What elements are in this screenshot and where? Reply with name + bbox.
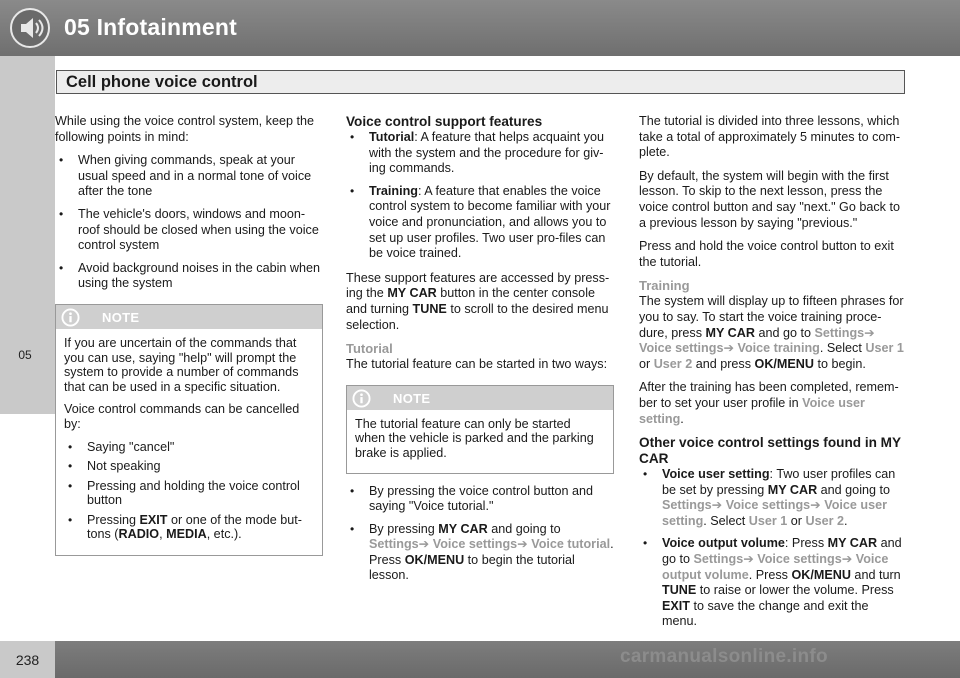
paragraph: By default, the system will begin with the first lesson. To skip to the next lesson, press the voice control button and say "next." Go back to a previous lesson by saying "previous."	[639, 168, 900, 230]
cancel-list	[64, 440, 312, 543]
training-subheading: Training	[639, 278, 690, 294]
section-header	[56, 70, 905, 94]
note-header	[56, 305, 322, 329]
tips-list	[55, 153, 323, 292]
note-label: NOTE	[393, 390, 431, 406]
other-settings-heading: Other voice control settings found in MY CAR	[639, 435, 901, 467]
list-item: • When giving commands, speak at your usual speed and in a normal tone of voice after the tone	[55, 153, 323, 200]
tutorial-ways-list	[346, 484, 614, 585]
paragraph: Press and hold the voice control button to exit the tutorial.	[639, 239, 894, 269]
column-2	[346, 114, 614, 593]
list-item: • Saying "cancel"	[64, 440, 312, 455]
list-item: • By pressing the voice control button and saying "Voice tutorial."	[346, 484, 614, 515]
note-body	[56, 329, 322, 555]
list-item: • The vehicle's doors, windows and moon-roof should be closed when using the voice control system	[55, 207, 323, 254]
access-paragraph: These support features are accessed by press-ing the MY CAR button in the center console and turning TUNE to scroll to the desired menu selection.	[346, 270, 610, 332]
note-paragraph: The tutorial feature can only be started when the vehicle is parked and the parking brake is applied.	[355, 416, 594, 460]
list-item: • Avoid background noises in the cabin when using the system	[55, 261, 323, 292]
note-paragraph: If you are uncertain of the commands that you can use, saying "help" will prompt the system to provide a number of commands that can be used in a specific situation.	[64, 335, 299, 394]
list-item: • Tutorial: A feature that helps acquaint you with the system and the procedure for giv-ing commands.	[346, 130, 614, 177]
settings-list	[639, 467, 907, 630]
list-item: • Training: A feature that enables the voice control system to become familiar with your voice and pronunciation, and allows you to set up user profiles. Two user pro-files can be voice trained.	[346, 184, 614, 262]
note-box	[346, 385, 614, 474]
chapter-title: 05 Infotainment	[64, 14, 237, 40]
list-item: • Pressing and holding the voice control button	[64, 479, 312, 508]
training-paragraph: The system will display up to fifteen phrases for you to say. To start the voice training proce-dure, press MY CAR and go to Settings➔ Voice settings➔ Voice training. Select User 1 or User 2 and press OK/MENU to begin.	[639, 294, 904, 371]
tutorial-subheading: Tutorial	[346, 341, 393, 357]
features-list	[346, 130, 614, 262]
intro-paragraph: While using the voice control system, keep the following points in mind:	[55, 114, 314, 144]
section-title: Cell phone voice control	[66, 73, 258, 91]
list-item: • Not speaking	[64, 459, 312, 474]
tutorial-paragraph: The tutorial feature can be started in two ways:	[346, 357, 608, 372]
watermark: carmanualsonline.info	[620, 646, 828, 667]
note-box	[55, 304, 323, 556]
note-paragraph: Voice control commands can be cancelled by:	[64, 402, 300, 431]
note-label: NOTE	[102, 309, 140, 325]
info-icon	[61, 308, 80, 327]
note-header	[347, 386, 613, 410]
paragraph: The tutorial is divided into three lessons, which take a total of approximately 5 minutes to com-plete.	[639, 114, 901, 160]
list-item: • Voice user setting: Two user profiles can be set by pressing MY CAR and going to Settings➔ Voice settings➔ Voice user setting. Select User 1 or User 2.	[639, 467, 907, 529]
note-body	[347, 410, 613, 473]
speaker-icon	[10, 8, 50, 48]
column-3	[639, 114, 907, 639]
list-item: • Voice output volume: Press MY CAR and go to Settings➔ Voice settings➔ Voice output volume. Press OK/MENU and turn TUNE to raise or lower the volume. Press EXIT to save the change and exit the menu.	[639, 536, 907, 630]
list-item: • By pressing MY CAR and going to Settings➔ Voice settings➔ Voice tutorial. Press OK/MENU to begin the tutorial lesson.	[346, 522, 614, 584]
support-features-heading: Voice control support features	[346, 114, 543, 129]
info-icon	[352, 389, 371, 408]
sidebar-chapter-number: 05	[18, 348, 32, 362]
page-number: 238	[15, 652, 40, 668]
chapter-header	[0, 0, 960, 56]
column-1	[55, 114, 323, 566]
list-item: • Pressing EXIT or one of the mode but-tons (RADIO, MEDIA, etc.).	[64, 513, 312, 542]
after-training-paragraph: After the training has been completed, remem-ber to set your user profile in Voice user setting.	[639, 380, 899, 426]
